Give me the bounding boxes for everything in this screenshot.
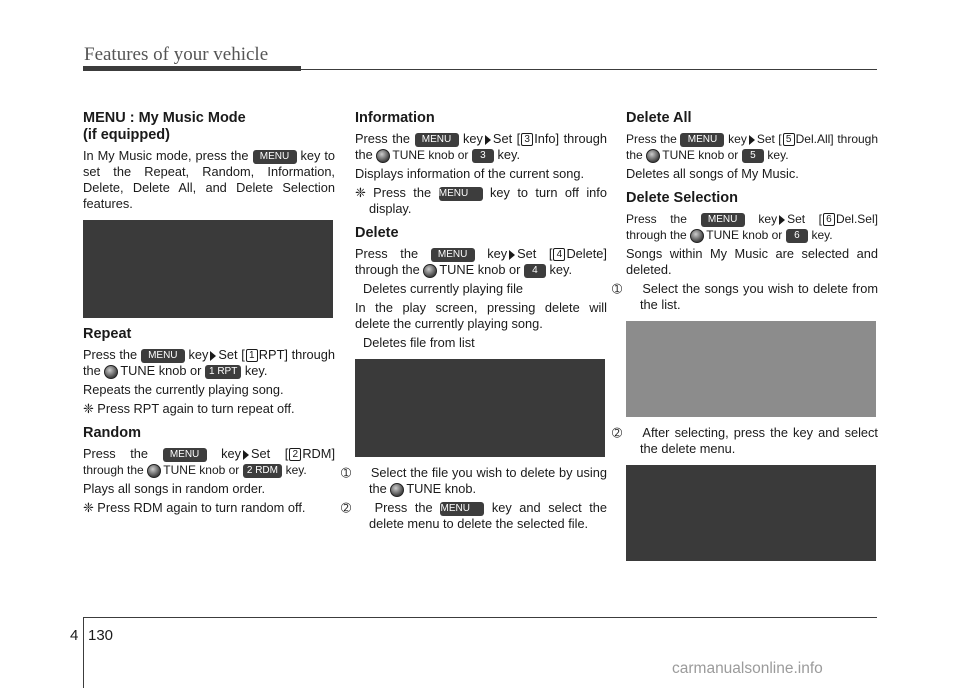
- random-key-end-text: key.: [285, 463, 307, 477]
- step-2-marker: ➁: [612, 426, 623, 440]
- delete-step-2-text: Press the: [374, 500, 433, 515]
- info-through-text: through the: [355, 131, 607, 162]
- key-6-badge: 6: [786, 229, 808, 243]
- repeat-key-text: key: [188, 347, 209, 362]
- info-note-end: key to turn off info display.: [369, 185, 607, 216]
- number-2-icon: 2: [289, 448, 301, 461]
- key-5-badge: 5: [742, 149, 764, 163]
- arrow-right-icon: [779, 215, 785, 225]
- menu-key-badge: MENU: [415, 133, 459, 147]
- watermark-text: carmanualsonline.info: [672, 660, 823, 677]
- delall-set-text: Set [: [756, 132, 782, 146]
- menu-key-badge: MENU: [253, 150, 297, 164]
- header-bar: [83, 66, 301, 71]
- section-title-delete: Delete: [355, 225, 399, 241]
- screen-image-delete-menu: [626, 465, 876, 561]
- tune-knob-icon: [147, 464, 161, 478]
- tune-knob-icon: [423, 264, 437, 278]
- info-knob-text: TUNE knob or: [392, 148, 469, 162]
- information-instruction: [355, 131, 607, 163]
- repeat-description: Repeats the currently playing song.: [83, 382, 284, 397]
- delsel-step-1-text: Select the songs you wish to delete from the list.: [640, 281, 878, 312]
- delete-line-play-screen: In the play screen, pressing delete will delete the currently playing song.: [355, 300, 607, 331]
- delete-line-from-list: Deletes file from list: [363, 335, 475, 350]
- menu-key-badge: MENU: [440, 502, 484, 516]
- arrow-right-icon: [485, 135, 491, 145]
- section-title-my-music-mode: MENU : My Music Mode (if equipped): [83, 110, 246, 143]
- step-1-marker: ➀: [612, 282, 623, 296]
- info-item-text: Info]: [534, 131, 560, 146]
- column-delete-all-selection: [612, 108, 879, 569]
- number-4-icon: 4: [553, 248, 565, 261]
- footer-rule: [83, 617, 877, 618]
- delete-selection-step-1: [612, 281, 878, 313]
- delete-instruction: [355, 246, 607, 278]
- info-press-text: Press the: [355, 131, 410, 146]
- intro-paragraph: [83, 148, 335, 212]
- repeat-item-text: RPT]: [258, 347, 288, 362]
- repeat-key-end-text: key.: [244, 363, 268, 378]
- arrow-right-icon: [509, 250, 515, 260]
- random-set-text: Set [: [251, 446, 289, 461]
- delsel-press-text: Press the: [626, 212, 687, 226]
- step-1-marker: ➀: [341, 466, 352, 480]
- page-header-title: Features of your vehicle: [84, 44, 269, 65]
- page-number: 130: [88, 627, 114, 644]
- delsel-through-text: through the: [626, 228, 687, 242]
- repeat-set-text: Set [: [218, 347, 245, 362]
- menu-key-badge: MENU: [141, 349, 185, 363]
- number-1-icon: 1: [246, 349, 258, 362]
- column-information-delete: [341, 108, 608, 535]
- delete-press-text: Press the: [355, 246, 419, 261]
- repeat-press-text: Press the: [83, 347, 138, 362]
- arrow-right-icon: [749, 135, 755, 145]
- delsel-key-end-text: key.: [811, 228, 833, 242]
- number-6-icon: 6: [823, 213, 835, 226]
- delete-set-text: Set [: [517, 246, 553, 261]
- delsel-step-2-text: After selecting, press the key and select the delete menu.: [640, 425, 878, 456]
- random-through-text: through the: [83, 463, 144, 477]
- information-note: [355, 185, 607, 217]
- tune-knob-icon: [646, 149, 660, 163]
- info-note-start: ❈ Press the: [355, 185, 432, 200]
- delete-step-1-end: TUNE knob.: [406, 481, 477, 496]
- delall-through-text: through the: [626, 132, 879, 162]
- delete-knob-text: TUNE knob or: [439, 262, 521, 277]
- screen-image-select-songs: [626, 321, 876, 417]
- screen-image-delete: [355, 359, 605, 457]
- delall-knob-text: TUNE knob or: [662, 148, 739, 162]
- delete-all-instruction: [626, 131, 878, 163]
- delete-step-2: [341, 500, 608, 532]
- column-my-music: [83, 108, 335, 519]
- intro-text-end: key to set the Repeat, Random, Information, Delete, Delete All, and Delete Selection features.: [83, 148, 335, 211]
- info-key-end-text: key.: [497, 147, 521, 162]
- number-3-icon: 3: [521, 133, 533, 146]
- delete-all-description: Deletes all songs of My Music.: [626, 166, 799, 181]
- step-2-marker: ➁: [341, 501, 352, 515]
- delete-line-current: Deletes currently playing file: [363, 281, 524, 296]
- delall-key-text: key: [728, 132, 747, 146]
- repeat-note: ❈ Press RPT again to turn repeat off.: [83, 401, 295, 416]
- menu-key-badge: MENU: [680, 133, 724, 147]
- tune-knob-icon: [104, 365, 118, 379]
- delete-step-2-end: key and select the delete menu to delete the selected file.: [369, 500, 608, 531]
- tune-knob-icon: [690, 229, 704, 243]
- random-instruction: [83, 446, 335, 478]
- key-4-badge: 4: [524, 264, 546, 278]
- random-knob-text: TUNE knob or: [163, 463, 240, 477]
- delall-press-text: Press the: [626, 132, 677, 146]
- delete-item-text: Delete]: [566, 246, 607, 261]
- delsel-set-text: Set [: [787, 212, 822, 226]
- intro-text-start: In My Music mode, press the: [83, 148, 249, 163]
- delsel-key-text: key: [758, 212, 778, 226]
- section-title-delete-selection: Delete Selection: [626, 190, 739, 206]
- menu-key-badge: MENU: [701, 213, 745, 227]
- section-title-information: Information: [355, 110, 435, 126]
- arrow-right-icon: [243, 450, 249, 460]
- random-description: Plays all songs in random order.: [83, 481, 266, 496]
- rdm-key-badge: 2 RDM: [243, 464, 282, 478]
- menu-key-badge: MENU: [431, 248, 475, 262]
- delall-key-end-text: key.: [767, 148, 789, 162]
- delete-step-1: [341, 465, 607, 497]
- tune-knob-icon: [376, 149, 390, 163]
- menu-key-badge: MENU: [163, 448, 207, 462]
- screen-image-my-music: [83, 220, 333, 318]
- delsel-knob-text: TUNE knob or: [706, 228, 783, 242]
- rpt-key-badge: 1 RPT: [205, 365, 241, 379]
- page-chapter-number: 4: [70, 627, 79, 644]
- random-note: ❈ Press RDM again to turn random off.: [83, 500, 306, 515]
- key-3-badge: 3: [472, 149, 494, 163]
- section-title-delete-all: Delete All: [626, 110, 692, 126]
- information-description: Displays information of the current song.: [355, 166, 585, 181]
- repeat-knob-text: TUNE knob or: [120, 363, 202, 378]
- delete-selection-instruction: [626, 211, 878, 243]
- delete-through-text: through the: [355, 262, 420, 277]
- repeat-through-text: through the: [83, 347, 336, 378]
- delete-key-end-text: key.: [549, 262, 573, 277]
- section-title-repeat: Repeat: [83, 326, 132, 342]
- random-item-text: RDM]: [302, 446, 336, 461]
- info-key-text: key: [463, 131, 483, 146]
- delete-selection-description: Songs within My Music are selected and deleted.: [626, 246, 878, 277]
- random-key-text: key: [221, 446, 242, 461]
- menu-key-badge: MENU: [439, 187, 483, 201]
- delsel-item-text: Del.Sel]: [835, 212, 878, 226]
- delall-item-text: Del.All]: [795, 132, 834, 146]
- footer-vertical-rule: [83, 618, 84, 688]
- tune-knob-icon: [390, 483, 404, 497]
- number-5-icon: 5: [783, 133, 795, 146]
- random-press-text: Press the: [83, 446, 149, 461]
- arrow-right-icon: [210, 351, 216, 361]
- info-set-text: Set [: [492, 131, 521, 146]
- repeat-instruction: [83, 347, 335, 379]
- section-title-random: Random: [83, 425, 141, 441]
- delete-key-text: key: [487, 246, 508, 261]
- delete-step-1-text: Select the file you wish to delete by using the: [369, 465, 607, 496]
- header-rule: [301, 69, 877, 70]
- delete-selection-step-2: [612, 425, 878, 457]
